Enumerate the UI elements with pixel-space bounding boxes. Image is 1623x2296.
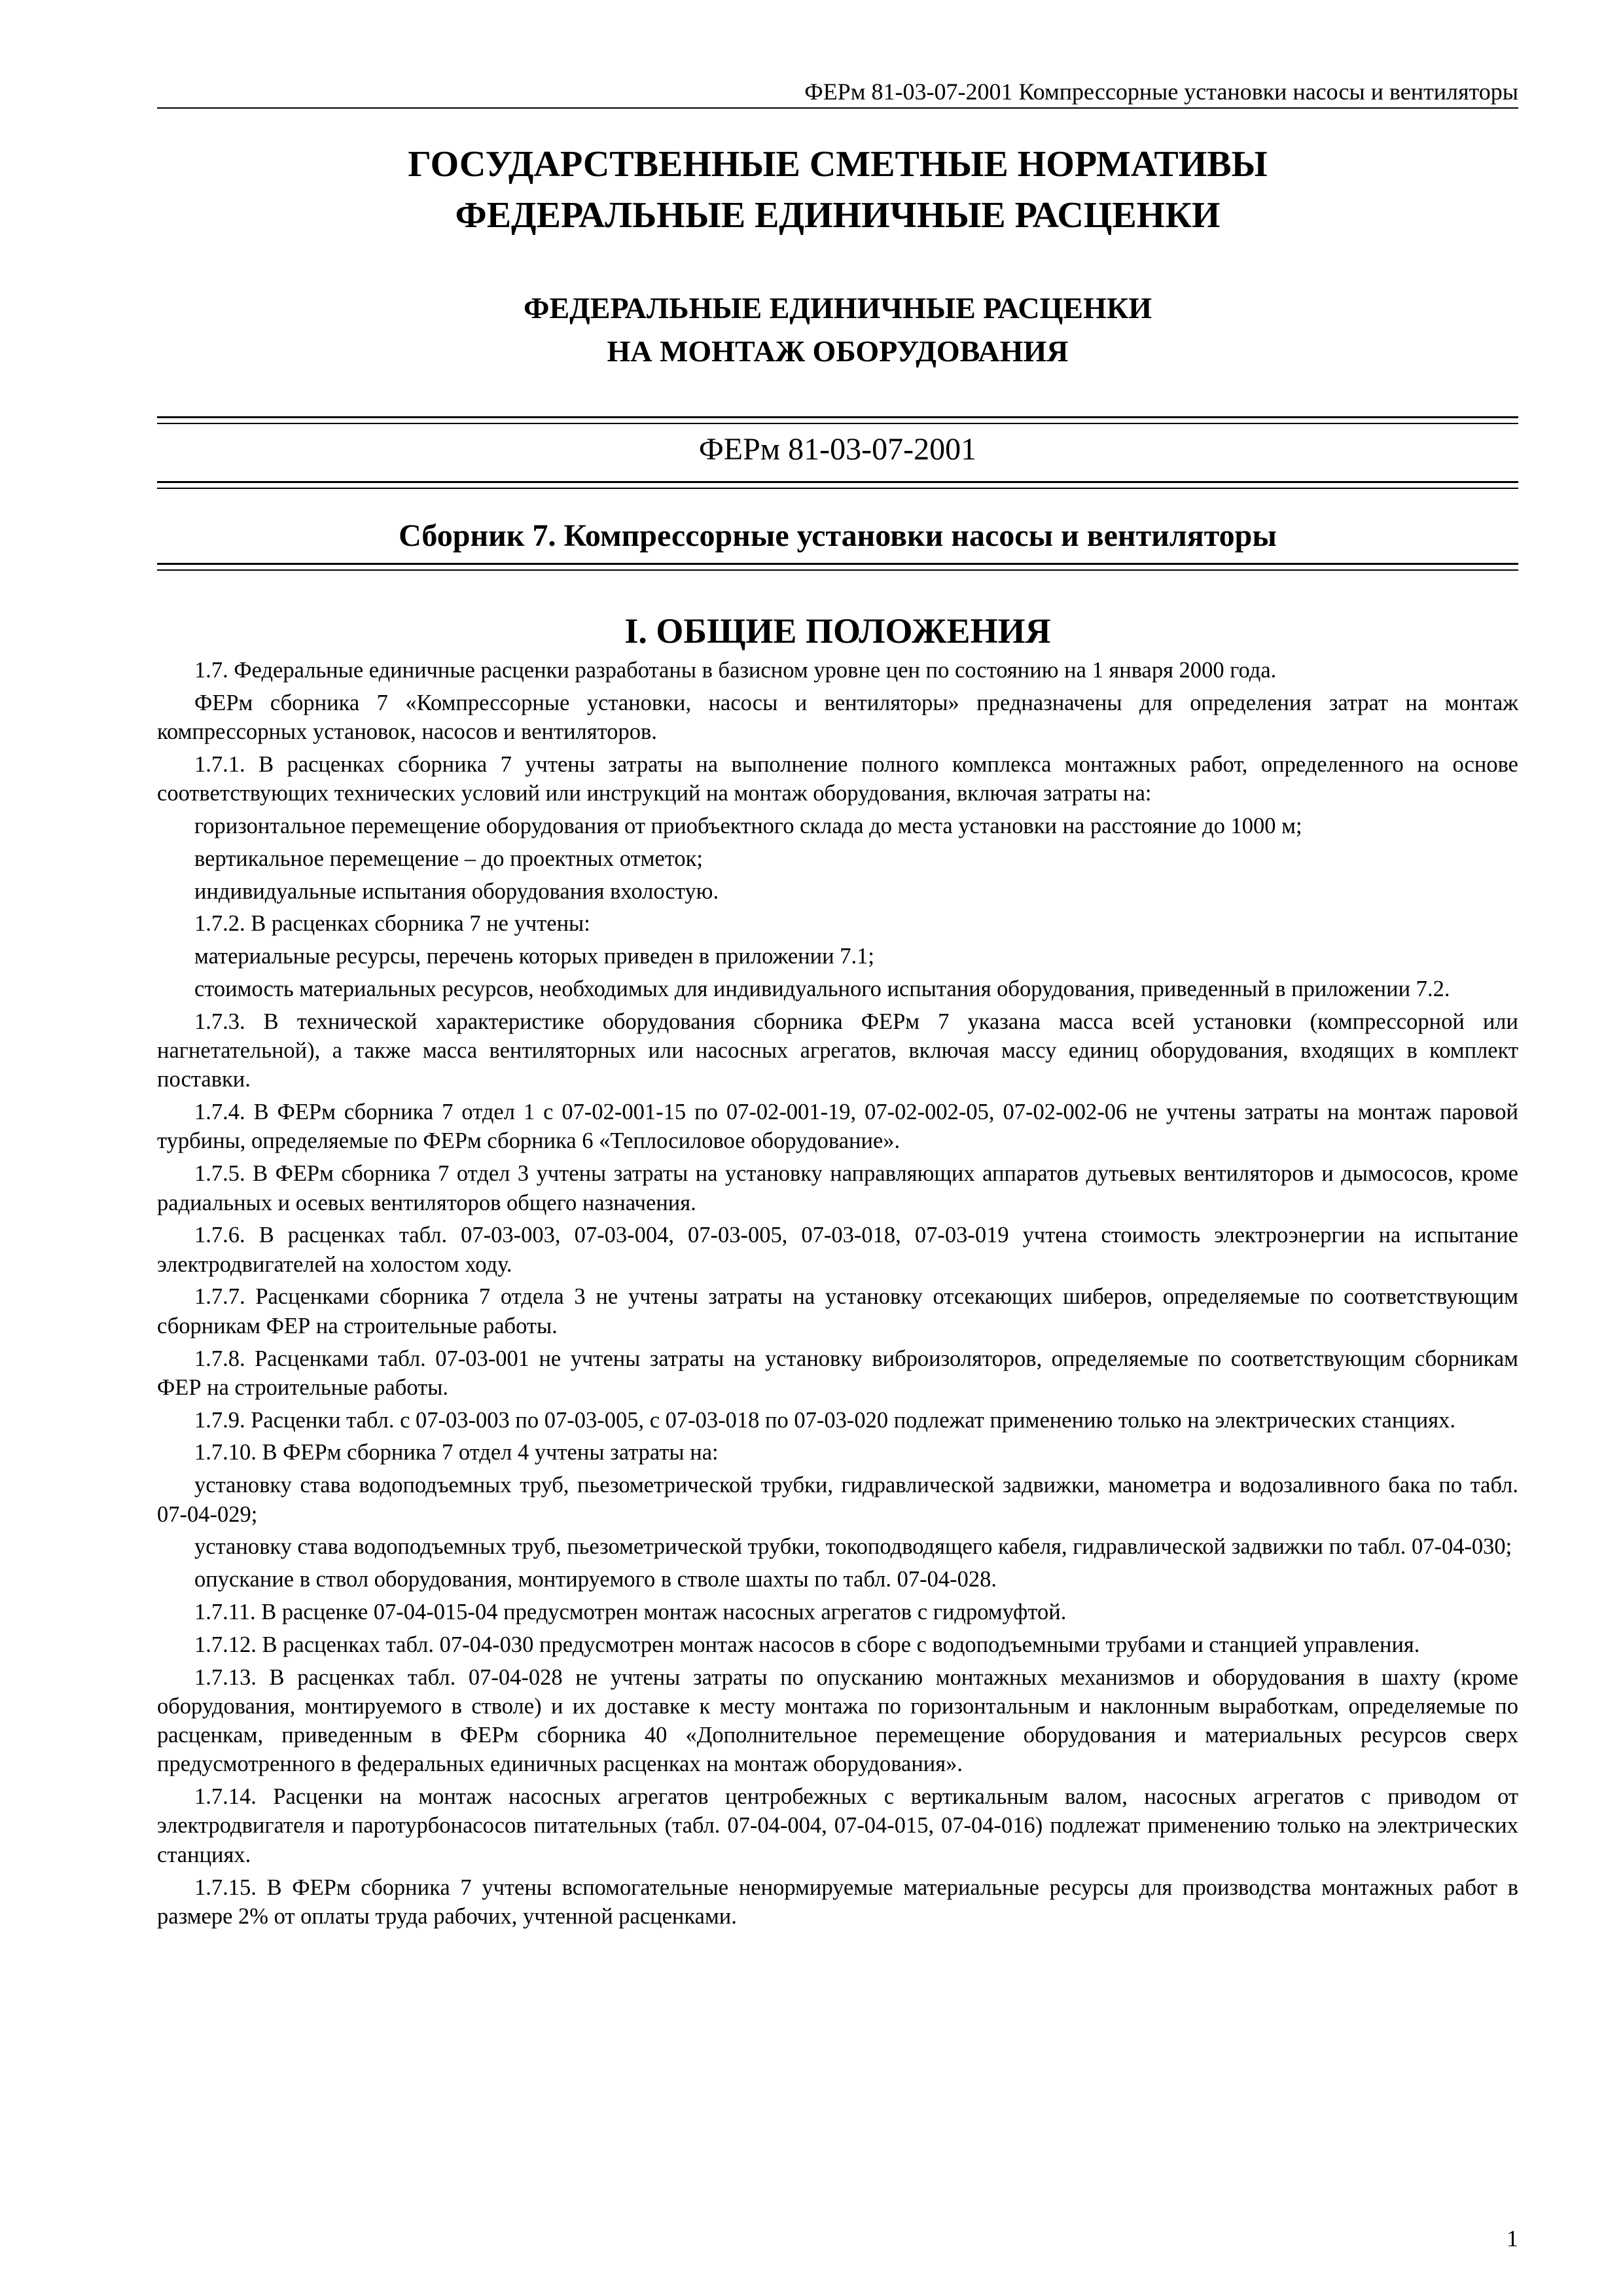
running-header: ФЕРм 81-03-07-2001 Компрессорные установки насосы и вентиляторы bbox=[804, 79, 1518, 105]
double-rule-top bbox=[157, 416, 1518, 424]
paragraph: стоимость материальных ресурсов, необходимых для индивидуального испытания оборудования, приведенный в приложении 7.2. bbox=[194, 976, 1450, 1001]
paragraph: 1.7.5. В ФЕРм сборника 7 отдел 3 учтены затраты на установку направляющих аппаратов дутьевых вентиляторов и дымососов, кроме радиальных и осевых вентиляторов общего назначения. bbox=[157, 1161, 1518, 1215]
document-code: ФЕРм 81-03-07-2001 bbox=[698, 432, 977, 467]
sub-title bbox=[157, 287, 1518, 373]
paragraph: 1.7.12. В расценках табл. 07-04-030 предусмотрен монтаж насосов в сборе с водоподъемными трубами и станцией управления. bbox=[194, 1632, 1420, 1657]
main-title bbox=[157, 139, 1518, 241]
paragraph: 1.7.10. В ФЕРм сборника 7 отдел 4 учтены затраты на: bbox=[194, 1440, 719, 1465]
section-heading: I. ОБЩИЕ ПОЛОЖЕНИЯ bbox=[624, 611, 1051, 651]
paragraph: 1.7.11. В расценке 07-04-015-04 предусмотрен монтаж насосных агрегатов с гидромуфтой. bbox=[194, 1599, 1067, 1624]
main-title-line-2: ФЕДЕРАЛЬНЫЕ ЕДИНИЧНЫЕ РАСЦЕНКИ bbox=[455, 195, 1221, 236]
paragraph: установку става водоподъемных труб, пьезометрической трубки, токоподводящего кабеля, гидравлической задвижки по табл. 07-04-030; bbox=[194, 1534, 1512, 1560]
paragraph: 1.7.4. В ФЕРм сборника 7 отдел 1 с 07-02-001-15 по 07-02-001-19, 07-02-002-05, 07-02-002-06 не учтены затраты на монтаж паровой турбины, определяемые по ФЕРм сборника 6 «Теплосиловое оборудование». bbox=[157, 1100, 1518, 1154]
sub-title-line-1: ФЕДЕРАЛЬНЫЕ ЕДИНИЧНЫЕ РАСЦЕНКИ bbox=[523, 291, 1152, 325]
paragraph: 1.7.1. В расценках сборника 7 учтены затраты на выполнение полного комплекса монтажных работ, определенного на основе соответствующих технических условий или инструкций на монтаж оборудования, включая затраты на: bbox=[157, 751, 1518, 806]
paragraph: 1.7.7. Расценками сборника 7 отдела 3 не учтены затраты на установку отсекающих шиберов, определяемые по соответствующим сборникам ФЕР на строительные работы. bbox=[157, 1284, 1518, 1338]
main-title-line-1: ГОСУДАРСТВЕННЫЕ СМЕТНЫЕ НОРМАТИВЫ bbox=[408, 144, 1268, 185]
collection-title: Сборник 7. Компрессорные установки насосы и вентиляторы bbox=[399, 518, 1277, 553]
paragraph: 1.7.3. В технической характеристике оборудования сборника ФЕРм 7 указана масса всей установки (компрессорной или нагнетательной), а также масса вентиляторных или насосных агрегатов, включая массу единиц оборудования, входящих в комплект поставки. bbox=[157, 1009, 1518, 1092]
page-number: 1 bbox=[1507, 2225, 1518, 2251]
paragraph: ФЕРм сборника 7 «Компрессорные установки, насосы и вентиляторы» предназначены для определения затрат на монтаж компрессорных установок, насосов и вентиляторов. bbox=[157, 690, 1518, 745]
paragraph: индивидуальные испытания оборудования вхолостую. bbox=[194, 878, 719, 904]
paragraph: 1.7.2. В расценках сборника 7 не учтены: bbox=[194, 911, 590, 937]
paragraph: 1.7.13. В расценках табл. 07-04-028 не учтены затраты по опусканию монтажных механизмов и оборудования в шахту (кроме оборудования, монтируемого в стволе) и их доставке к месту монтажа по горизонтальным и наклонным выработкам, определяемые по расценкам, приведенным в ФЕРм сборника 40 «Дополнительное перемещение оборудования и материальных ресурсов сверх предусмотренного в федеральных единичных расценках на монтаж оборудования». bbox=[157, 1664, 1518, 1777]
header-rule bbox=[157, 107, 1518, 109]
paragraph: вертикальное перемещение – до проектных отметок; bbox=[194, 846, 703, 871]
paragraph: опускание в ствол оборудования, монтируемого в стволе шахты по табл. 07-04-028. bbox=[194, 1567, 997, 1592]
paragraph: 1.7.14. Расценки на монтаж насосных агрегатов центробежных с вертикальным валом, насосных агрегатов с приводом от электродвигателя и паротурбонасосов питательных (табл. 07-04-004, 07-04-015, 07-04-016) подлежат применению только на электрических станциях. bbox=[157, 1784, 1518, 1867]
paragraph: 1.7.9. Расценки табл. с 07-03-003 по 07-03-005, с 07-03-018 по 07-03-020 подлежат применению только на электрических станциях. bbox=[194, 1407, 1455, 1433]
paragraph: 1.7.6. В расценках табл. 07-03-003, 07-03-004, 07-03-005, 07-03-018, 07-03-019 учтена стоимость электроэнергии на испытание электродвигателей на холостом ходу. bbox=[157, 1223, 1518, 1277]
sub-title-line-2: НА МОНТАЖ ОБОРУДОВАНИЯ bbox=[607, 334, 1069, 368]
paragraph: 1.7.8. Расценками табл. 07-03-001 не учтены затраты на установку виброизоляторов, определяемые по соответствующим сборникам ФЕР на строительные работы. bbox=[157, 1346, 1518, 1400]
double-rule-bottom bbox=[157, 563, 1518, 571]
body-text bbox=[157, 656, 1518, 1935]
paragraph: установку става водоподъемных труб, пьезометрической трубки, гидравлической задвижки, манометра и водозаливного бака по табл. 07-04-029; bbox=[157, 1473, 1518, 1527]
double-rule-middle bbox=[157, 481, 1518, 489]
paragraph: горизонтальное перемещение оборудования от приобъектного склада до места установки на расстояние до 1000 м; bbox=[194, 813, 1302, 838]
paragraph: 1.7.15. В ФЕРм сборника 7 учтены вспомогательные ненормируемые материальные ресурсы для производства монтажных работ в размере 2% от оплаты труда рабочих, учтенной расценками. bbox=[157, 1874, 1518, 1929]
paragraph: 1.7. Федеральные единичные расценки разработаны в базисном уровне цен по состоянию на 1 января 2000 года. bbox=[194, 658, 1277, 683]
paragraph: материальные ресурсы, перечень которых приведен в приложении 7.1; bbox=[194, 944, 874, 969]
